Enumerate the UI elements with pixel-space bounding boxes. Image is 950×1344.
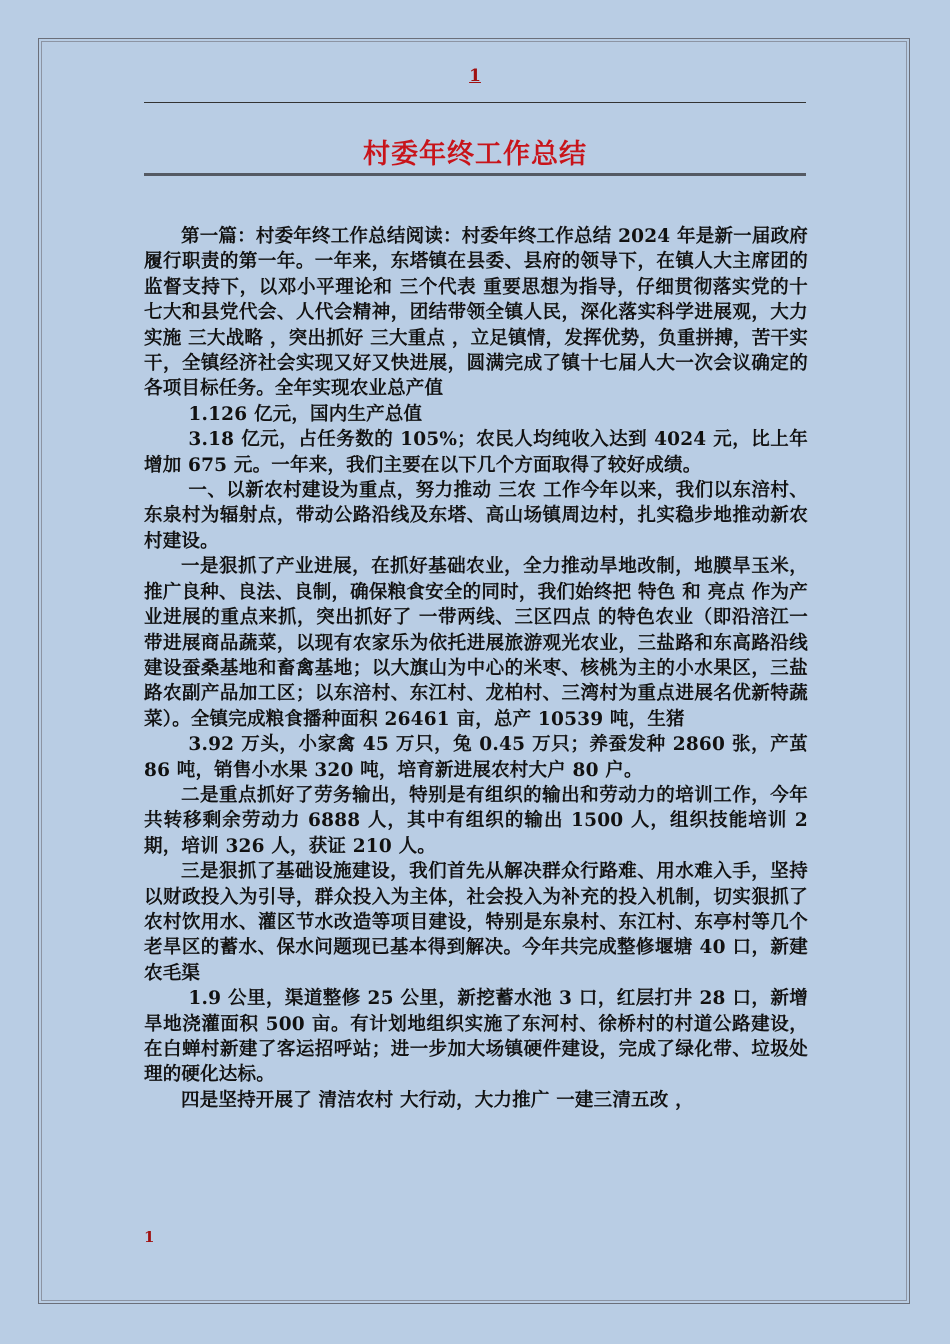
header-rule	[144, 102, 806, 103]
footer-page-number: 1	[144, 1228, 155, 1246]
paragraph: 3.92 万头，小家禽 45 万只，兔 0.45 万只；养蚕发种 2860 张，产茧 86 吨，销售小水果 320 吨，培育新进展农村大户 80 户。	[144, 734, 808, 781]
paragraph: 1.126 亿元，国内生产总值	[188, 403, 423, 425]
paragraph: 1.9 公里，渠道整修 25 公里，新挖蓄水池 3 口，红层打井 28 口，新增旱地浇灌面积 500 亩。有计划地组织实施了东河村、徐桥村的村道公路建设，在白蝉村新建了客运招呼站；进一步加大场镇硬件建设，完成了绿化带、垃圾处理的硬化达标。	[144, 988, 808, 1086]
document-body	[144, 224, 808, 1113]
paragraph: 一是狠抓了产业进展，在抓好基础农业，全力推动旱地改制，地膜旱玉米，推广良种、良法、良制，确保粮食安全的同时，我们始终把 特色 和 亮点 作为产业进展的重点来抓，突出抓好了 一带两线、三区四点 的特色农业（即沿涪江一带进展商品蔬菜，以现有农家乐为依托进展旅游观光农业，三盐路和东高路沿线建设蚕桑基地和畜禽基地；以大旗山为中心的米枣、核桃为主的小水果区，三盐路农副产品加工区；以东涪村、东江村、龙柏村、三湾村为重点进展名优新特蔬菜）。全镇完成粮食播种面积 26461 亩，总产 10539 吨，生猪	[144, 556, 808, 730]
paragraph: 四是坚持开展了 清洁农村 大行动，大力推广 一建三清五改 ，	[181, 1089, 694, 1111]
header-page-number: 1	[469, 66, 481, 86]
paragraph: 一、以新农村建设为重点，努力推动 三农 工作今年以来，我们以东涪村、东泉村为辐射点，带动公路沿线及东塔、高山场镇周边村，扎实稳步地推动新农村建设。	[144, 480, 808, 552]
title-rule	[144, 173, 806, 176]
paragraph: 第一篇：村委年终工作总结阅读：村委年终工作总结 2024 年是新一届政府履行职责的第一年。一年来，东塔镇在县委、县府的领导下，在镇人大主席团的监督支持下，以邓小平理论和 三个代表 重要思想为指导，仔细贯彻落实党的十七大和县党代会、人代会精神，团结带领全镇人民，深化落实科学进展观，大力实施 三大战略 ，突出抓好 三大重点 ，立足镇情，发挥优势，负重拼搏，苦干实干，全镇经济社会实现又好又快进展，圆满完成了镇十七届人大一次会议确定的各项目标任务。全年实现农业总产值	[144, 226, 808, 400]
document-title: 村委年终工作总结	[363, 139, 587, 170]
paragraph: 3.18 亿元，占任务数的 105%；农民人均纯收入达到 4024 元，比上年增加 675 元。一年来，我们主要在以下几个方面取得了较好成绩。	[144, 429, 808, 476]
paragraph: 二是重点抓好了劳务输出，特别是有组织的输出和劳动力的培训工作，今年共转移剩余劳动力 6888 人，其中有组织的输出 1500 人，组织技能培训 2 期，培训 326 人，获证 210 人。	[144, 784, 808, 857]
paragraph: 三是狠抓了基础设施建设，我们首先从解决群众行路难、用水难入手，坚持以财政投入为引导，群众投入为主体，社会投入为补充的投入机制，切实狠抓了农村饮用水、灌区节水改造等项目建设，特别是东泉村、东江村、东亭村等几个老旱区的蓄水、保水问题现已基本得到解决。今年共完成整修堰塘 40 口，新建农毛渠	[144, 861, 808, 984]
